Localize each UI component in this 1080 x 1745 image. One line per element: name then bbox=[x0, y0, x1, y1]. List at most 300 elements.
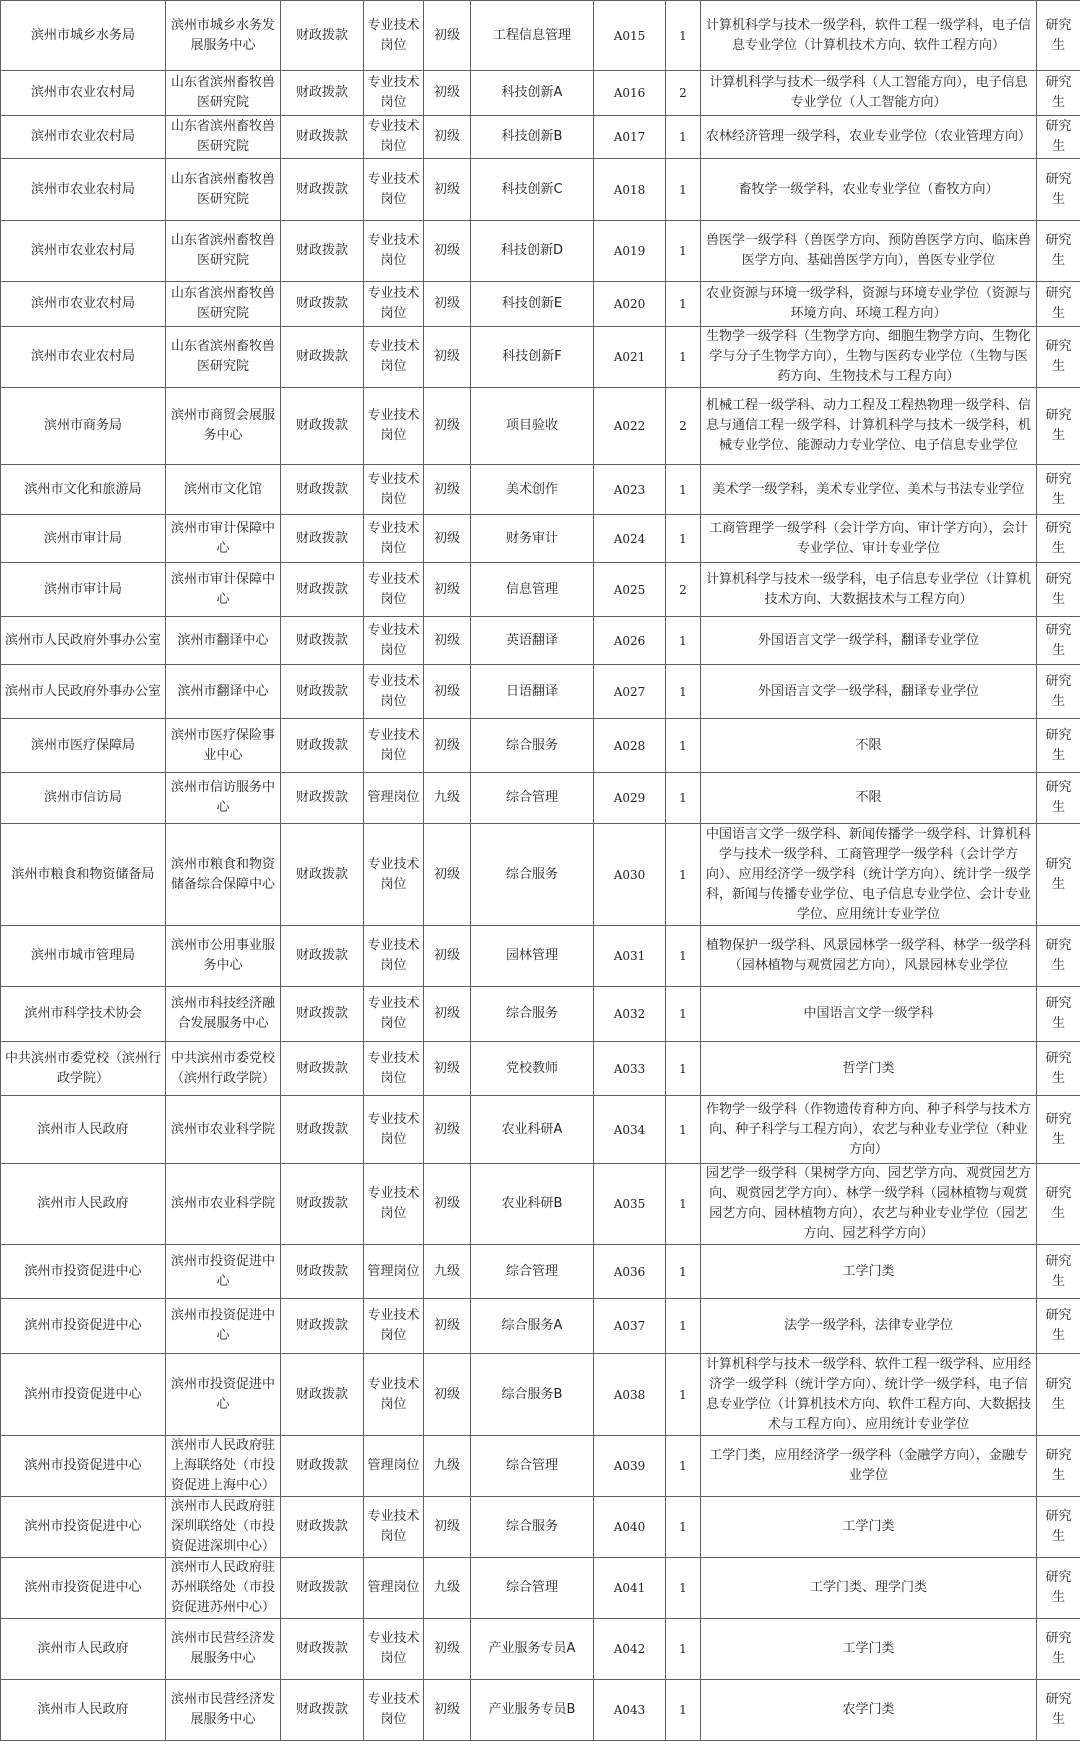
level-cell: 初级 bbox=[424, 617, 471, 665]
education-cell: 研究生 bbox=[1037, 773, 1080, 824]
major-requirement-cell: 不限 bbox=[701, 773, 1037, 824]
post-name-cell: 科技创新C bbox=[471, 159, 594, 221]
dept-cell: 滨州市农业农村局 bbox=[1, 282, 166, 327]
funding-cell: 财政拨款 bbox=[281, 665, 364, 719]
education-cell: 研究生 bbox=[1037, 71, 1080, 116]
table-row bbox=[1, 327, 1080, 388]
post-type-cell: 专业技术岗位 bbox=[364, 515, 424, 563]
funding-cell: 财政拨款 bbox=[281, 327, 364, 388]
unit-cell: 山东省滨州畜牧兽医研究院 bbox=[166, 327, 281, 388]
education-cell: 研究生 bbox=[1037, 563, 1080, 617]
post-name-cell: 科技创新D bbox=[471, 221, 594, 282]
funding-cell: 财政拨款 bbox=[281, 1558, 364, 1619]
post-code-cell: A021 bbox=[594, 327, 666, 388]
post-code-cell: A034 bbox=[594, 1096, 666, 1164]
funding-cell: 财政拨款 bbox=[281, 282, 364, 327]
education-cell: 研究生 bbox=[1037, 1164, 1080, 1245]
recruit-count-cell: 1 bbox=[666, 282, 701, 327]
dept-cell: 滨州市农业农村局 bbox=[1, 221, 166, 282]
post-name-cell: 综合服务B bbox=[471, 1354, 594, 1436]
major-requirement-cell: 生物学一级学科（生物学方向、细胞生物学方向、生物化学与分子生物学方向），生物与医药专业学位（生物与医药方向、生物技术与工程方向） bbox=[701, 327, 1037, 388]
funding-cell: 财政拨款 bbox=[281, 116, 364, 159]
education-cell: 研究生 bbox=[1037, 824, 1080, 926]
recruit-count-cell: 1 bbox=[666, 1436, 701, 1497]
unit-cell: 滨州市粮食和物资储备综合保障中心 bbox=[166, 824, 281, 926]
post-type-cell: 管理岗位 bbox=[364, 1436, 424, 1497]
post-type-cell: 专业技术岗位 bbox=[364, 465, 424, 515]
post-type-cell: 专业技术岗位 bbox=[364, 1299, 424, 1354]
major-requirement-cell: 外国语言文学一级学科，翻译专业学位 bbox=[701, 665, 1037, 719]
unit-cell: 滨州市人民政府驻苏州联络处（市投资促进苏州中心） bbox=[166, 1558, 281, 1619]
level-cell: 初级 bbox=[424, 926, 471, 987]
dept-cell: 滨州市农业农村局 bbox=[1, 159, 166, 221]
major-requirement-cell: 园艺学一级学科（果树学方向、园艺学方向、观赏园艺方向、观赏园艺学方向）、林学一级学科（园林植物与观赏园艺方向、园林植物方向），农艺与种业专业学位（园艺方向、园艺科学方向） bbox=[701, 1164, 1037, 1245]
post-code-cell: A017 bbox=[594, 116, 666, 159]
post-code-cell: A029 bbox=[594, 773, 666, 824]
table-body bbox=[1, 1, 1080, 1741]
recruit-count-cell: 2 bbox=[666, 563, 701, 617]
dept-cell: 滨州市农业农村局 bbox=[1, 116, 166, 159]
major-requirement-cell: 工学门类、理学门类 bbox=[701, 1558, 1037, 1619]
post-name-cell: 综合管理 bbox=[471, 1245, 594, 1299]
post-name-cell: 美术创作 bbox=[471, 465, 594, 515]
funding-cell: 财政拨款 bbox=[281, 1042, 364, 1096]
level-cell: 初级 bbox=[424, 116, 471, 159]
education-cell: 研究生 bbox=[1037, 1042, 1080, 1096]
major-requirement-cell: 工学门类 bbox=[701, 1245, 1037, 1299]
dept-cell: 滨州市投资促进中心 bbox=[1, 1245, 166, 1299]
table-row bbox=[1, 71, 1080, 116]
table-row bbox=[1, 665, 1080, 719]
post-code-cell: A043 bbox=[594, 1680, 666, 1741]
dept-cell: 滨州市科学技术协会 bbox=[1, 987, 166, 1042]
recruit-count-cell: 2 bbox=[666, 71, 701, 116]
funding-cell: 财政拨款 bbox=[281, 515, 364, 563]
education-cell: 研究生 bbox=[1037, 1680, 1080, 1741]
table-row bbox=[1, 515, 1080, 563]
recruit-count-cell: 1 bbox=[666, 719, 701, 773]
funding-cell: 财政拨款 bbox=[281, 221, 364, 282]
post-name-cell: 日语翻译 bbox=[471, 665, 594, 719]
major-requirement-cell: 工学门类 bbox=[701, 1497, 1037, 1558]
post-code-cell: A025 bbox=[594, 563, 666, 617]
level-cell: 初级 bbox=[424, 1042, 471, 1096]
recruit-count-cell: 1 bbox=[666, 515, 701, 563]
post-type-cell: 专业技术岗位 bbox=[364, 1497, 424, 1558]
major-requirement-cell: 农林经济管理一级学科，农业专业学位（农业管理方向） bbox=[701, 116, 1037, 159]
major-requirement-cell: 兽医学一级学科（兽医学方向、预防兽医学方向、临床兽医学方向、基础兽医学方向），兽医专业学位 bbox=[701, 221, 1037, 282]
dept-cell: 滨州市粮食和物资储备局 bbox=[1, 824, 166, 926]
post-type-cell: 专业技术岗位 bbox=[364, 563, 424, 617]
table-row bbox=[1, 1436, 1080, 1497]
major-requirement-cell: 工学门类，应用经济学一级学科（金融学方向），金融专业学位 bbox=[701, 1436, 1037, 1497]
dept-cell: 滨州市人民政府 bbox=[1, 1096, 166, 1164]
post-name-cell: 产业服务专员A bbox=[471, 1619, 594, 1680]
unit-cell: 滨州市翻译中心 bbox=[166, 665, 281, 719]
major-requirement-cell: 哲学门类 bbox=[701, 1042, 1037, 1096]
education-cell: 研究生 bbox=[1037, 282, 1080, 327]
major-requirement-cell: 工学门类 bbox=[701, 1619, 1037, 1680]
education-cell: 研究生 bbox=[1037, 1, 1080, 71]
post-name-cell: 农业科研B bbox=[471, 1164, 594, 1245]
post-name-cell: 党校教师 bbox=[471, 1042, 594, 1096]
unit-cell: 滨州市翻译中心 bbox=[166, 617, 281, 665]
post-type-cell: 专业技术岗位 bbox=[364, 1096, 424, 1164]
dept-cell: 滨州市投资促进中心 bbox=[1, 1497, 166, 1558]
funding-cell: 财政拨款 bbox=[281, 1164, 364, 1245]
post-code-cell: A024 bbox=[594, 515, 666, 563]
post-code-cell: A035 bbox=[594, 1164, 666, 1245]
recruit-count-cell: 1 bbox=[666, 116, 701, 159]
post-name-cell: 综合服务 bbox=[471, 1497, 594, 1558]
education-cell: 研究生 bbox=[1037, 1436, 1080, 1497]
dept-cell: 滨州市人民政府 bbox=[1, 1619, 166, 1680]
post-code-cell: A028 bbox=[594, 719, 666, 773]
major-requirement-cell: 畜牧学一级学科，农业专业学位（畜牧方向） bbox=[701, 159, 1037, 221]
post-code-cell: A039 bbox=[594, 1436, 666, 1497]
level-cell: 初级 bbox=[424, 1619, 471, 1680]
education-cell: 研究生 bbox=[1037, 1354, 1080, 1436]
education-cell: 研究生 bbox=[1037, 987, 1080, 1042]
table-row bbox=[1, 617, 1080, 665]
post-type-cell: 专业技术岗位 bbox=[364, 1042, 424, 1096]
recruit-count-cell: 1 bbox=[666, 221, 701, 282]
education-cell: 研究生 bbox=[1037, 159, 1080, 221]
post-code-cell: A016 bbox=[594, 71, 666, 116]
education-cell: 研究生 bbox=[1037, 388, 1080, 465]
dept-cell: 滨州市文化和旅游局 bbox=[1, 465, 166, 515]
table-row bbox=[1, 1299, 1080, 1354]
post-name-cell: 科技创新E bbox=[471, 282, 594, 327]
post-code-cell: A020 bbox=[594, 282, 666, 327]
education-cell: 研究生 bbox=[1037, 1096, 1080, 1164]
unit-cell: 滨州市民营经济发展服务中心 bbox=[166, 1619, 281, 1680]
education-cell: 研究生 bbox=[1037, 719, 1080, 773]
level-cell: 九级 bbox=[424, 1436, 471, 1497]
post-type-cell: 专业技术岗位 bbox=[364, 719, 424, 773]
table-row bbox=[1, 1042, 1080, 1096]
table-row bbox=[1, 388, 1080, 465]
level-cell: 初级 bbox=[424, 465, 471, 515]
funding-cell: 财政拨款 bbox=[281, 465, 364, 515]
post-code-cell: A042 bbox=[594, 1619, 666, 1680]
level-cell: 初级 bbox=[424, 1, 471, 71]
education-cell: 研究生 bbox=[1037, 327, 1080, 388]
unit-cell: 中共滨州市委党校（滨州行政学院） bbox=[166, 1042, 281, 1096]
recruit-count-cell: 1 bbox=[666, 665, 701, 719]
post-type-cell: 专业技术岗位 bbox=[364, 824, 424, 926]
table-row bbox=[1, 1619, 1080, 1680]
post-name-cell: 综合服务 bbox=[471, 719, 594, 773]
major-requirement-cell: 机械工程一级学科、动力工程及工程热物理一级学科、信息与通信工程一级学科、计算机科学与技术一级学科，机械专业学位、能源动力专业学位、电子信息专业学位 bbox=[701, 388, 1037, 465]
dept-cell: 滨州市投资促进中心 bbox=[1, 1354, 166, 1436]
table-row bbox=[1, 1354, 1080, 1436]
post-code-cell: A037 bbox=[594, 1299, 666, 1354]
dept-cell: 滨州市城乡水务局 bbox=[1, 1, 166, 71]
post-code-cell: A027 bbox=[594, 665, 666, 719]
level-cell: 初级 bbox=[424, 719, 471, 773]
unit-cell: 滨州市投资促进中心 bbox=[166, 1245, 281, 1299]
major-requirement-cell: 外国语言文学一级学科，翻译专业学位 bbox=[701, 617, 1037, 665]
major-requirement-cell: 计算机科学与技术一级学科，软件工程一级学科，电子信息专业学位（计算机技术方向、软件工程方向） bbox=[701, 1, 1037, 71]
level-cell: 九级 bbox=[424, 1558, 471, 1619]
table-row bbox=[1, 221, 1080, 282]
post-code-cell: A041 bbox=[594, 1558, 666, 1619]
post-name-cell: 英语翻译 bbox=[471, 617, 594, 665]
unit-cell: 滨州市农业科学院 bbox=[166, 1096, 281, 1164]
post-code-cell: A038 bbox=[594, 1354, 666, 1436]
education-cell: 研究生 bbox=[1037, 116, 1080, 159]
post-code-cell: A023 bbox=[594, 465, 666, 515]
post-name-cell: 综合服务 bbox=[471, 987, 594, 1042]
table-row bbox=[1, 465, 1080, 515]
level-cell: 初级 bbox=[424, 1354, 471, 1436]
post-type-cell: 专业技术岗位 bbox=[364, 327, 424, 388]
level-cell: 初级 bbox=[424, 327, 471, 388]
recruit-count-cell: 2 bbox=[666, 388, 701, 465]
level-cell: 初级 bbox=[424, 1299, 471, 1354]
funding-cell: 财政拨款 bbox=[281, 1299, 364, 1354]
level-cell: 初级 bbox=[424, 159, 471, 221]
dept-cell: 滨州市商务局 bbox=[1, 388, 166, 465]
dept-cell: 滨州市信访局 bbox=[1, 773, 166, 824]
table-row bbox=[1, 1497, 1080, 1558]
post-type-cell: 专业技术岗位 bbox=[364, 665, 424, 719]
table-row bbox=[1, 1680, 1080, 1741]
post-name-cell: 项目验收 bbox=[471, 388, 594, 465]
dept-cell: 滨州市农业农村局 bbox=[1, 71, 166, 116]
major-requirement-cell: 工商管理学一级学科（会计学方向、审计学方向），会计专业学位、审计专业学位 bbox=[701, 515, 1037, 563]
funding-cell: 财政拨款 bbox=[281, 1245, 364, 1299]
education-cell: 研究生 bbox=[1037, 515, 1080, 563]
funding-cell: 财政拨款 bbox=[281, 719, 364, 773]
recruit-count-cell: 1 bbox=[666, 1558, 701, 1619]
post-name-cell: 园林管理 bbox=[471, 926, 594, 987]
education-cell: 研究生 bbox=[1037, 1619, 1080, 1680]
post-code-cell: A030 bbox=[594, 824, 666, 926]
post-type-cell: 专业技术岗位 bbox=[364, 116, 424, 159]
recruit-count-cell: 1 bbox=[666, 1164, 701, 1245]
recruit-count-cell: 1 bbox=[666, 159, 701, 221]
funding-cell: 财政拨款 bbox=[281, 1, 364, 71]
dept-cell: 滨州市投资促进中心 bbox=[1, 1436, 166, 1497]
major-requirement-cell: 农学门类 bbox=[701, 1680, 1037, 1741]
funding-cell: 财政拨款 bbox=[281, 617, 364, 665]
unit-cell: 滨州市文化馆 bbox=[166, 465, 281, 515]
unit-cell: 山东省滨州畜牧兽医研究院 bbox=[166, 221, 281, 282]
post-type-cell: 专业技术岗位 bbox=[364, 1354, 424, 1436]
table-row bbox=[1, 773, 1080, 824]
funding-cell: 财政拨款 bbox=[281, 1619, 364, 1680]
level-cell: 初级 bbox=[424, 824, 471, 926]
major-requirement-cell: 植物保护一级学科、风景园林学一级学科、林学一级学科（园林植物与观赏园艺方向），风景园林专业学位 bbox=[701, 926, 1037, 987]
level-cell: 初级 bbox=[424, 515, 471, 563]
funding-cell: 财政拨款 bbox=[281, 159, 364, 221]
funding-cell: 财政拨款 bbox=[281, 987, 364, 1042]
post-type-cell: 专业技术岗位 bbox=[364, 617, 424, 665]
unit-cell: 滨州市人民政府驻深圳联络处（市投资促进深圳中心） bbox=[166, 1497, 281, 1558]
post-name-cell: 综合管理 bbox=[471, 1558, 594, 1619]
level-cell: 初级 bbox=[424, 221, 471, 282]
post-name-cell: 产业服务专员B bbox=[471, 1680, 594, 1741]
recruit-count-cell: 1 bbox=[666, 1354, 701, 1436]
post-name-cell: 工程信息管理 bbox=[471, 1, 594, 71]
post-name-cell: 财务审计 bbox=[471, 515, 594, 563]
recruit-count-cell: 1 bbox=[666, 1497, 701, 1558]
recruit-count-cell: 1 bbox=[666, 824, 701, 926]
funding-cell: 财政拨款 bbox=[281, 1497, 364, 1558]
post-type-cell: 管理岗位 bbox=[364, 1245, 424, 1299]
major-requirement-cell: 美术学一级学科，美术专业学位、美术与书法专业学位 bbox=[701, 465, 1037, 515]
education-cell: 研究生 bbox=[1037, 617, 1080, 665]
unit-cell: 滨州市民营经济发展服务中心 bbox=[166, 1680, 281, 1741]
major-requirement-cell: 中国语言文学一级学科 bbox=[701, 987, 1037, 1042]
post-name-cell: 科技创新A bbox=[471, 71, 594, 116]
recruit-count-cell: 1 bbox=[666, 327, 701, 388]
unit-cell: 山东省滨州畜牧兽医研究院 bbox=[166, 159, 281, 221]
post-code-cell: A032 bbox=[594, 987, 666, 1042]
unit-cell: 滨州市审计保障中心 bbox=[166, 563, 281, 617]
dept-cell: 滨州市城市管理局 bbox=[1, 926, 166, 987]
unit-cell: 滨州市科技经济融合发展服务中心 bbox=[166, 987, 281, 1042]
post-type-cell: 专业技术岗位 bbox=[364, 987, 424, 1042]
recruit-count-cell: 1 bbox=[666, 1245, 701, 1299]
recruit-count-cell: 1 bbox=[666, 1096, 701, 1164]
level-cell: 初级 bbox=[424, 282, 471, 327]
level-cell: 初级 bbox=[424, 1680, 471, 1741]
unit-cell: 山东省滨州畜牧兽医研究院 bbox=[166, 282, 281, 327]
level-cell: 初级 bbox=[424, 388, 471, 465]
dept-cell: 滨州市审计局 bbox=[1, 563, 166, 617]
post-type-cell: 专业技术岗位 bbox=[364, 388, 424, 465]
table-row bbox=[1, 282, 1080, 327]
table-row bbox=[1, 116, 1080, 159]
table-row bbox=[1, 159, 1080, 221]
post-type-cell: 专业技术岗位 bbox=[364, 1680, 424, 1741]
education-cell: 研究生 bbox=[1037, 1299, 1080, 1354]
post-name-cell: 科技创新B bbox=[471, 116, 594, 159]
post-code-cell: A026 bbox=[594, 617, 666, 665]
level-cell: 初级 bbox=[424, 987, 471, 1042]
level-cell: 九级 bbox=[424, 773, 471, 824]
post-type-cell: 管理岗位 bbox=[364, 773, 424, 824]
education-cell: 研究生 bbox=[1037, 926, 1080, 987]
post-name-cell: 综合服务 bbox=[471, 824, 594, 926]
major-requirement-cell: 作物学一级学科（作物遗传育种方向、种子科学与技术方向、种子科学与工程方向），农艺与种业专业学位（种业方向） bbox=[701, 1096, 1037, 1164]
table-row bbox=[1, 1558, 1080, 1619]
post-type-cell: 专业技术岗位 bbox=[364, 1, 424, 71]
funding-cell: 财政拨款 bbox=[281, 773, 364, 824]
education-cell: 研究生 bbox=[1037, 465, 1080, 515]
post-type-cell: 专业技术岗位 bbox=[364, 1619, 424, 1680]
recruit-count-cell: 1 bbox=[666, 926, 701, 987]
education-cell: 研究生 bbox=[1037, 1245, 1080, 1299]
dept-cell: 滨州市人民政府 bbox=[1, 1680, 166, 1741]
table-row bbox=[1, 1164, 1080, 1245]
dept-cell: 滨州市审计局 bbox=[1, 515, 166, 563]
education-cell: 研究生 bbox=[1037, 1558, 1080, 1619]
funding-cell: 财政拨款 bbox=[281, 388, 364, 465]
table-row bbox=[1, 987, 1080, 1042]
education-cell: 研究生 bbox=[1037, 1497, 1080, 1558]
funding-cell: 财政拨款 bbox=[281, 824, 364, 926]
dept-cell: 滨州市人民政府 bbox=[1, 1164, 166, 1245]
post-name-cell: 综合管理 bbox=[471, 1436, 594, 1497]
post-type-cell: 专业技术岗位 bbox=[364, 282, 424, 327]
level-cell: 初级 bbox=[424, 563, 471, 617]
dept-cell: 中共滨州市委党校（滨州行政学院） bbox=[1, 1042, 166, 1096]
dept-cell: 滨州市人民政府外事办公室 bbox=[1, 617, 166, 665]
recruit-count-cell: 1 bbox=[666, 465, 701, 515]
major-requirement-cell: 中国语言文学一级学科、新闻传播学一级学科、计算机科学与技术一级学科、工商管理学一级学科（会计学方向）、应用经济学一级学科（统计学方向）、统计学一级学科，新闻与传播专业学位、电子信息专业学位、会计专业学位、应用统计专业学位 bbox=[701, 824, 1037, 926]
recruit-count-cell: 1 bbox=[666, 1299, 701, 1354]
funding-cell: 财政拨款 bbox=[281, 1436, 364, 1497]
post-type-cell: 管理岗位 bbox=[364, 1558, 424, 1619]
recruit-count-cell: 1 bbox=[666, 987, 701, 1042]
table-row bbox=[1, 1245, 1080, 1299]
recruit-count-cell: 1 bbox=[666, 617, 701, 665]
major-requirement-cell: 农业资源与环境一级学科，资源与环境专业学位（资源与环境方向、环境工程方向） bbox=[701, 282, 1037, 327]
post-type-cell: 专业技术岗位 bbox=[364, 926, 424, 987]
post-code-cell: A015 bbox=[594, 1, 666, 71]
post-name-cell: 科技创新F bbox=[471, 327, 594, 388]
unit-cell: 滨州市投资促进中心 bbox=[166, 1354, 281, 1436]
recruit-count-cell: 1 bbox=[666, 1619, 701, 1680]
post-name-cell: 信息管理 bbox=[471, 563, 594, 617]
post-name-cell: 综合服务A bbox=[471, 1299, 594, 1354]
table-row bbox=[1, 563, 1080, 617]
post-code-cell: A040 bbox=[594, 1497, 666, 1558]
post-code-cell: A019 bbox=[594, 221, 666, 282]
major-requirement-cell: 计算机科学与技术一级学科、软件工程一级学科、应用经济学一级学科（统计学方向）、统计学一级学科，电子信息专业学位（计算机技术方向、软件工程方向、大数据技术与工程方向）、应用统计专业学位 bbox=[701, 1354, 1037, 1436]
funding-cell: 财政拨款 bbox=[281, 71, 364, 116]
table-row bbox=[1, 719, 1080, 773]
dept-cell: 滨州市人民政府外事办公室 bbox=[1, 665, 166, 719]
major-requirement-cell: 不限 bbox=[701, 719, 1037, 773]
table-row bbox=[1, 926, 1080, 987]
unit-cell: 滨州市投资促进中心 bbox=[166, 1299, 281, 1354]
unit-cell: 山东省滨州畜牧兽医研究院 bbox=[166, 116, 281, 159]
post-code-cell: A033 bbox=[594, 1042, 666, 1096]
unit-cell: 滨州市公用事业服务中心 bbox=[166, 926, 281, 987]
dept-cell: 滨州市投资促进中心 bbox=[1, 1558, 166, 1619]
post-code-cell: A022 bbox=[594, 388, 666, 465]
table-row bbox=[1, 824, 1080, 926]
dept-cell: 滨州市投资促进中心 bbox=[1, 1299, 166, 1354]
post-type-cell: 专业技术岗位 bbox=[364, 1164, 424, 1245]
level-cell: 九级 bbox=[424, 1245, 471, 1299]
post-type-cell: 专业技术岗位 bbox=[364, 221, 424, 282]
post-code-cell: A018 bbox=[594, 159, 666, 221]
education-cell: 研究生 bbox=[1037, 665, 1080, 719]
level-cell: 初级 bbox=[424, 1497, 471, 1558]
post-code-cell: A036 bbox=[594, 1245, 666, 1299]
unit-cell: 滨州市医疗保险事业中心 bbox=[166, 719, 281, 773]
education-cell: 研究生 bbox=[1037, 221, 1080, 282]
post-code-cell: A031 bbox=[594, 926, 666, 987]
funding-cell: 财政拨款 bbox=[281, 1680, 364, 1741]
unit-cell: 滨州市人民政府驻上海联络处（市投资促进上海中心） bbox=[166, 1436, 281, 1497]
funding-cell: 财政拨款 bbox=[281, 563, 364, 617]
unit-cell: 滨州市农业科学院 bbox=[166, 1164, 281, 1245]
level-cell: 初级 bbox=[424, 1164, 471, 1245]
level-cell: 初级 bbox=[424, 665, 471, 719]
major-requirement-cell: 计算机科学与技术一级学科（人工智能方向），电子信息专业学位（人工智能方向） bbox=[701, 71, 1037, 116]
unit-cell: 山东省滨州畜牧兽医研究院 bbox=[166, 71, 281, 116]
funding-cell: 财政拨款 bbox=[281, 926, 364, 987]
dept-cell: 滨州市医疗保障局 bbox=[1, 719, 166, 773]
funding-cell: 财政拨款 bbox=[281, 1354, 364, 1436]
